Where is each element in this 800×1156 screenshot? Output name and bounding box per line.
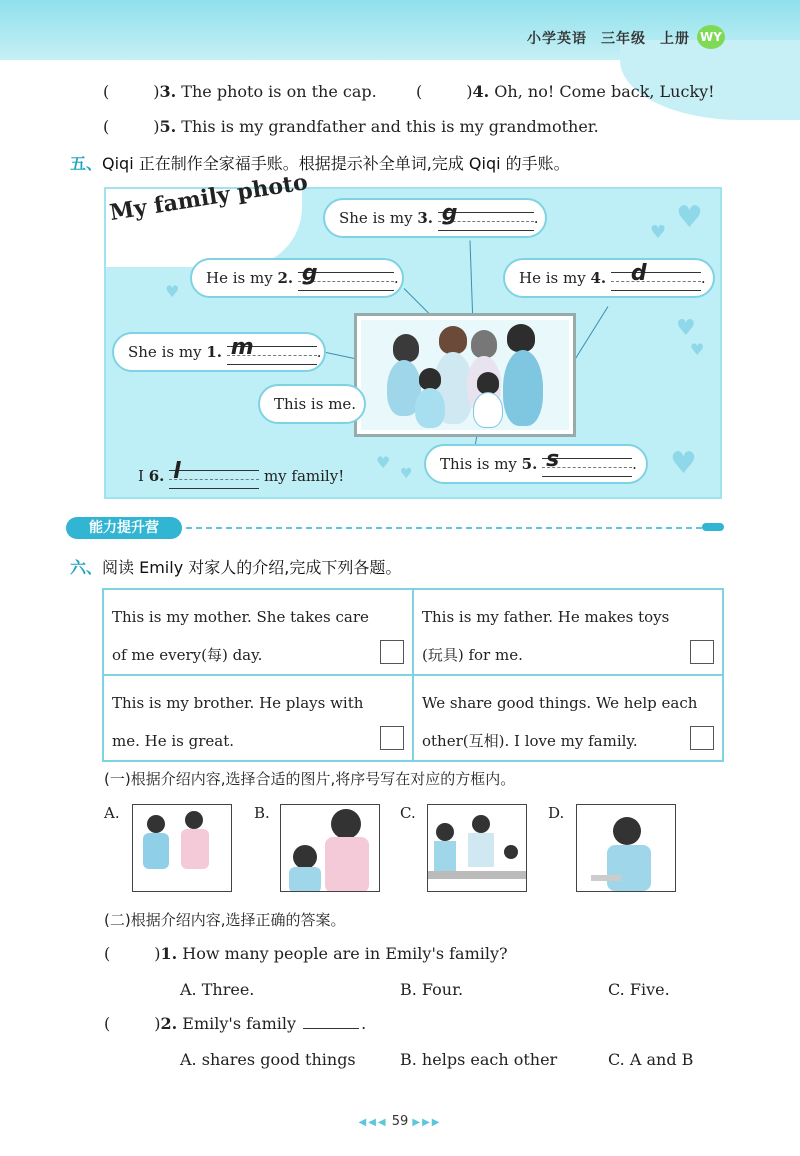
pic-label-d: D. [548, 804, 565, 822]
answer-box[interactable] [380, 726, 404, 750]
picture-d [576, 804, 676, 892]
heart-icon: ♥ [165, 282, 180, 301]
header-grade: 三年级 [601, 31, 646, 47]
bubble-me: This is me. [258, 384, 366, 424]
page-footer [0, 1114, 800, 1129]
blank-5[interactable]: s [542, 450, 632, 480]
header-term: 上册 [660, 31, 690, 47]
bubble-3: She is my 3. g . [323, 198, 547, 238]
answer-box[interactable] [380, 640, 404, 664]
wy-badge: WY [697, 25, 725, 49]
section-6-title: 六、阅读 Emily 对家人的介绍,完成下列各题。 [70, 558, 402, 577]
q2-option-a[interactable]: A. shares good things [180, 1050, 356, 1069]
intro-father: This is my father. He makes toys (玩具) for me. [413, 589, 723, 675]
intro-brother: This is my brother. He plays with me. He is great. [103, 675, 413, 761]
header-text [513, 28, 690, 48]
intro-table [102, 588, 724, 762]
q1-option-c[interactable]: C. Five. [608, 980, 670, 999]
part-2-title: (二)根据介绍内容,选择正确的答案。 [104, 911, 346, 929]
question-6-1: ( )1. How many people are in Emily's family? [104, 944, 508, 963]
picture-a [132, 804, 232, 892]
bubble-4: He is my 4. d . [503, 258, 715, 298]
ability-banner: 能力提升营 [66, 517, 182, 539]
right-arrows-icon: ▶▶▶ [412, 1117, 442, 1128]
heart-icon: ♥ [376, 453, 391, 472]
bubble-2: He is my 2. g . [190, 258, 404, 298]
picture-c [427, 804, 527, 892]
answer-box[interactable] [690, 640, 714, 664]
q2-option-b[interactable]: B. helps each other [400, 1050, 558, 1069]
heart-icon: ♥ [676, 316, 696, 341]
question-6-2: ( )2. Emily's family . [104, 1014, 367, 1033]
picture-b [280, 804, 380, 892]
blank-3[interactable]: g [438, 204, 534, 234]
question-4: ( )4. Oh, no! Come back, Lucky! [416, 82, 715, 101]
heart-icon: ♥ [676, 200, 703, 235]
blank-2[interactable]: g [298, 264, 394, 294]
family-photo [354, 313, 576, 437]
header-subject: 小学英语 [527, 31, 587, 47]
left-arrows-icon: ◀◀◀ [358, 1117, 388, 1128]
panel-title: My family photo [107, 169, 310, 226]
heart-icon: ♥ [400, 466, 413, 482]
answer-blank[interactable] [303, 1015, 359, 1029]
bubble-5: This is my 5. s . [424, 444, 648, 484]
q1-option-b[interactable]: B. Four. [400, 980, 464, 999]
question-5: ( )5. This is my grandfather and this is my grandmother. [103, 117, 599, 136]
blank-4[interactable]: d [611, 264, 701, 294]
q1-option-a[interactable]: A. Three. [180, 980, 255, 999]
q2-option-c[interactable]: C. A and B [608, 1050, 694, 1069]
part-1-title: (一)根据介绍内容,选择合适的图片,将序号写在对应的方框内。 [104, 770, 516, 788]
pic-label-a: A. [104, 804, 120, 822]
love-line: I 6. l my family! [138, 462, 344, 492]
bubble-1: She is my 1. m . [112, 332, 326, 372]
pic-label-b: B. [254, 804, 270, 822]
section-5-title: 五、Qiqi 正在制作全家福手账。根据提示补全单词,完成 Qiqi 的手账。 [70, 154, 570, 173]
pencil-icon [702, 523, 724, 531]
heart-icon: ♥ [650, 222, 667, 243]
intro-mother: This is my mother. She takes care of me every(每) day. [103, 589, 413, 675]
pic-label-c: C. [400, 804, 416, 822]
blank-1[interactable]: m [227, 338, 317, 368]
blank-6[interactable]: l [169, 462, 259, 492]
answer-box[interactable] [690, 726, 714, 750]
question-3: ( )3. The photo is on the cap. [103, 82, 377, 101]
heart-icon: ♥ [670, 446, 697, 481]
heart-icon: ♥ [690, 340, 705, 359]
page-number: 59 [391, 1114, 409, 1129]
intro-family: We share good things. We help each other(互相). I love my family. [413, 675, 723, 761]
